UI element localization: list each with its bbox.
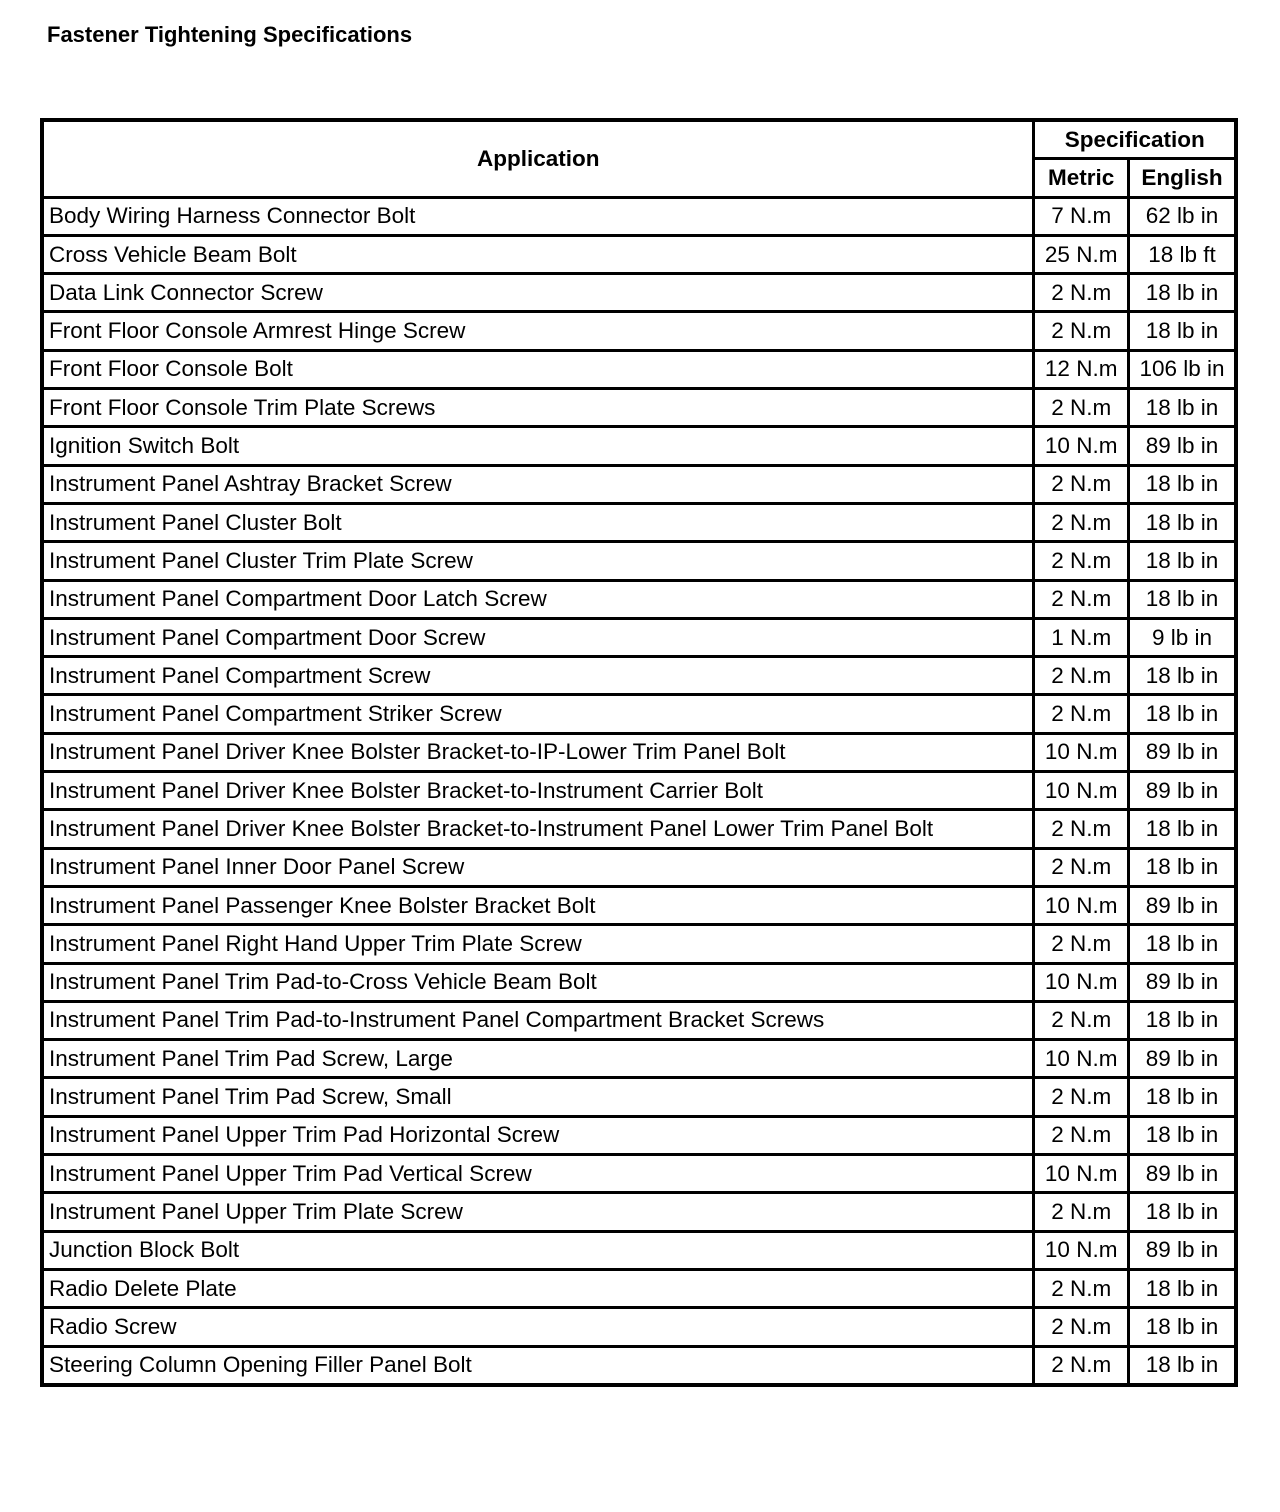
english-cell: 18 lb in xyxy=(1128,542,1236,580)
table-row xyxy=(42,1193,1236,1231)
metric-cell: 2 N.m xyxy=(1034,810,1129,848)
application-cell: Instrument Panel Compartment Door Screw xyxy=(42,618,1034,656)
metric-cell: 2 N.m xyxy=(1034,389,1129,427)
table-row xyxy=(42,1001,1236,1039)
metric-cell: 25 N.m xyxy=(1034,235,1129,273)
english-cell: 89 lb in xyxy=(1128,427,1236,465)
application-cell: Instrument Panel Cluster Bolt xyxy=(42,503,1034,541)
application-cell: Radio Delete Plate xyxy=(42,1269,1034,1307)
english-cell: 89 lb in xyxy=(1128,1231,1236,1269)
metric-cell: 10 N.m xyxy=(1034,963,1129,1001)
metric-cell: 7 N.m xyxy=(1034,197,1129,235)
metric-cell: 10 N.m xyxy=(1034,1040,1129,1078)
application-cell: Instrument Panel Cluster Trim Plate Screw xyxy=(42,542,1034,580)
english-cell: 18 lb in xyxy=(1128,465,1236,503)
english-cell: 18 lb in xyxy=(1128,1116,1236,1154)
english-cell: 18 lb in xyxy=(1128,503,1236,541)
english-cell: 18 lb in xyxy=(1128,810,1236,848)
table-row xyxy=(42,235,1236,273)
table-row xyxy=(42,465,1236,503)
metric-cell: 2 N.m xyxy=(1034,848,1129,886)
metric-cell: 10 N.m xyxy=(1034,886,1129,924)
table-row xyxy=(42,1269,1236,1307)
application-cell: Front Floor Console Bolt xyxy=(42,350,1034,388)
table-row xyxy=(42,1346,1236,1385)
metric-cell: 10 N.m xyxy=(1034,427,1129,465)
english-cell: 18 lb ft xyxy=(1128,235,1236,273)
table-row xyxy=(42,1155,1236,1193)
application-cell: Data Link Connector Screw xyxy=(42,274,1034,312)
table-row xyxy=(42,1116,1236,1154)
english-cell: 9 lb in xyxy=(1128,618,1236,656)
metric-cell: 2 N.m xyxy=(1034,274,1129,312)
metric-cell: 2 N.m xyxy=(1034,503,1129,541)
application-cell: Instrument Panel Driver Knee Bolster Bracket-to-IP-Lower Trim Panel Bolt xyxy=(42,733,1034,771)
english-cell: 62 lb in xyxy=(1128,197,1236,235)
english-cell: 18 lb in xyxy=(1128,1193,1236,1231)
application-cell: Instrument Panel Trim Pad-to-Cross Vehicle Beam Bolt xyxy=(42,963,1034,1001)
table-row xyxy=(42,618,1236,656)
english-cell: 18 lb in xyxy=(1128,389,1236,427)
header-specification: Specification xyxy=(1034,120,1236,159)
metric-cell: 2 N.m xyxy=(1034,1001,1129,1039)
english-cell: 18 lb in xyxy=(1128,695,1236,733)
metric-cell: 10 N.m xyxy=(1034,733,1129,771)
english-cell: 18 lb in xyxy=(1128,580,1236,618)
application-cell: Instrument Panel Ashtray Bracket Screw xyxy=(42,465,1034,503)
application-cell: Instrument Panel Trim Pad Screw, Large xyxy=(42,1040,1034,1078)
application-cell: Instrument Panel Passenger Knee Bolster Bracket Bolt xyxy=(42,886,1034,924)
metric-cell: 2 N.m xyxy=(1034,695,1129,733)
application-cell: Steering Column Opening Filler Panel Bolt xyxy=(42,1346,1034,1385)
application-cell: Ignition Switch Bolt xyxy=(42,427,1034,465)
application-cell: Instrument Panel Upper Trim Pad Horizontal Screw xyxy=(42,1116,1034,1154)
application-cell: Instrument Panel Upper Trim Plate Screw xyxy=(42,1193,1034,1231)
application-cell: Instrument Panel Right Hand Upper Trim Plate Screw xyxy=(42,925,1034,963)
metric-cell: 2 N.m xyxy=(1034,925,1129,963)
application-cell: Instrument Panel Driver Knee Bolster Bracket-to-Instrument Panel Lower Trim Panel Bolt xyxy=(42,810,1034,848)
application-cell: Body Wiring Harness Connector Bolt xyxy=(42,197,1034,235)
metric-cell: 2 N.m xyxy=(1034,1078,1129,1116)
application-cell: Junction Block Bolt xyxy=(42,1231,1034,1269)
table-row xyxy=(42,389,1236,427)
english-cell: 89 lb in xyxy=(1128,1040,1236,1078)
english-cell: 89 lb in xyxy=(1128,1155,1236,1193)
table-row xyxy=(42,695,1236,733)
application-cell: Radio Screw xyxy=(42,1308,1034,1346)
metric-cell: 2 N.m xyxy=(1034,465,1129,503)
header-english: English xyxy=(1128,159,1236,197)
table-row xyxy=(42,350,1236,388)
table-row xyxy=(42,1231,1236,1269)
application-cell: Instrument Panel Compartment Screw xyxy=(42,657,1034,695)
metric-cell: 10 N.m xyxy=(1034,772,1129,810)
application-cell: Instrument Panel Driver Knee Bolster Bracket-to-Instrument Carrier Bolt xyxy=(42,772,1034,810)
fastener-spec-table xyxy=(40,118,1238,1387)
metric-cell: 2 N.m xyxy=(1034,1346,1129,1385)
metric-cell: 10 N.m xyxy=(1034,1155,1129,1193)
english-cell: 18 lb in xyxy=(1128,1001,1236,1039)
table-row xyxy=(42,925,1236,963)
application-cell: Instrument Panel Trim Pad-to-Instrument Panel Compartment Bracket Screws xyxy=(42,1001,1034,1039)
table-row xyxy=(42,657,1236,695)
english-cell: 89 lb in xyxy=(1128,772,1236,810)
english-cell: 18 lb in xyxy=(1128,274,1236,312)
english-cell: 18 lb in xyxy=(1128,848,1236,886)
english-cell: 18 lb in xyxy=(1128,1346,1236,1385)
english-cell: 18 lb in xyxy=(1128,657,1236,695)
table-row xyxy=(42,503,1236,541)
metric-cell: 10 N.m xyxy=(1034,1231,1129,1269)
metric-cell: 2 N.m xyxy=(1034,1116,1129,1154)
metric-cell: 2 N.m xyxy=(1034,657,1129,695)
table-row xyxy=(42,1308,1236,1346)
english-cell: 89 lb in xyxy=(1128,733,1236,771)
table-row xyxy=(42,733,1236,771)
metric-cell: 1 N.m xyxy=(1034,618,1129,656)
application-cell: Instrument Panel Upper Trim Pad Vertical Screw xyxy=(42,1155,1034,1193)
document-title: Fastener Tightening Specifications xyxy=(47,22,413,47)
application-cell: Instrument Panel Inner Door Panel Screw xyxy=(42,848,1034,886)
metric-cell: 2 N.m xyxy=(1034,542,1129,580)
table-row xyxy=(42,427,1236,465)
table-row xyxy=(42,542,1236,580)
table-row xyxy=(42,963,1236,1001)
metric-cell: 2 N.m xyxy=(1034,1193,1129,1231)
english-cell: 18 lb in xyxy=(1128,312,1236,350)
header-metric: Metric xyxy=(1034,159,1129,197)
english-cell: 18 lb in xyxy=(1128,1308,1236,1346)
application-cell: Front Floor Console Trim Plate Screws xyxy=(42,389,1034,427)
table-row xyxy=(42,274,1236,312)
table-row xyxy=(42,1078,1236,1116)
application-cell: Instrument Panel Compartment Striker Screw xyxy=(42,695,1034,733)
english-cell: 18 lb in xyxy=(1128,925,1236,963)
english-cell: 89 lb in xyxy=(1128,963,1236,1001)
table-row xyxy=(42,312,1236,350)
table-row xyxy=(42,1040,1236,1078)
application-cell: Instrument Panel Trim Pad Screw, Small xyxy=(42,1078,1034,1116)
table-row xyxy=(42,810,1236,848)
application-cell: Cross Vehicle Beam Bolt xyxy=(42,235,1034,273)
table-row xyxy=(42,886,1236,924)
metric-cell: 2 N.m xyxy=(1034,1308,1129,1346)
table-row xyxy=(42,848,1236,886)
application-cell: Instrument Panel Compartment Door Latch Screw xyxy=(42,580,1034,618)
english-cell: 89 lb in xyxy=(1128,886,1236,924)
table-row xyxy=(42,580,1236,618)
table-row xyxy=(42,772,1236,810)
english-cell: 18 lb in xyxy=(1128,1269,1236,1307)
application-cell: Front Floor Console Armrest Hinge Screw xyxy=(42,312,1034,350)
table-row xyxy=(42,197,1236,235)
english-cell: 18 lb in xyxy=(1128,1078,1236,1116)
header-application: Application xyxy=(42,120,1034,197)
english-cell: 106 lb in xyxy=(1128,350,1236,388)
metric-cell: 2 N.m xyxy=(1034,580,1129,618)
metric-cell: 2 N.m xyxy=(1034,312,1129,350)
metric-cell: 12 N.m xyxy=(1034,350,1129,388)
metric-cell: 2 N.m xyxy=(1034,1269,1129,1307)
